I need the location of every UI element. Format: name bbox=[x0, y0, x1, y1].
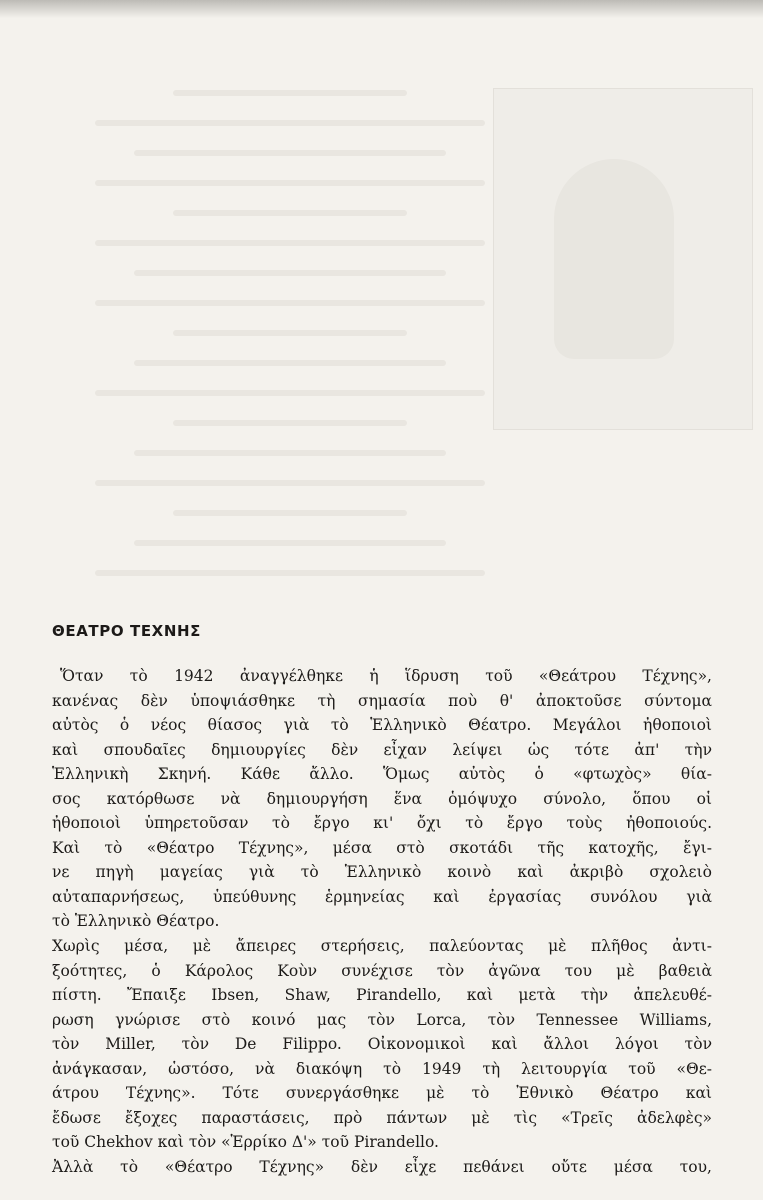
text-line: ἀνάγκασαν, ὡστόσο, νὰ διακόψη τὸ 1949 τὴ λειτουργία τοῦ «Θε- bbox=[52, 1059, 712, 1078]
text-line: ἔδωσε ἔξοχες παραστάσεις, πρὸ πάντων μὲ τὶς «Τρεῖς ἀδελφὲς» bbox=[52, 1108, 712, 1127]
body-text bbox=[52, 664, 712, 1179]
section-heading: ΘΕΑΤΡΟ ΤΕΧΝΗΣ bbox=[52, 622, 202, 640]
text-line: ρωση γνώρισε στὸ κοινό μας τὸν Lorca, τὸν Tennessee Williams, bbox=[52, 1010, 712, 1029]
text-line: Ὅταν τὸ 1942 ἀναγγέλθηκε ἡ ἵδρυση τοῦ «Θεάτρου Τέχνης», bbox=[60, 667, 712, 685]
text-line: Χωρὶς μέσα, μὲ ἄπειρες στερήσεις, παλεύοντας μὲ πλῆθος ἀντι- bbox=[52, 937, 712, 956]
text-line: τὸν Miller, τὸν De Filippo. Οἰκονομικοὶ καὶ ἄλλοι λόγοι τὸν bbox=[52, 1035, 712, 1054]
text-line: αὐταπαρνήσεως, ὑπεύθυνης ἑρμηνείας καὶ ἐργασίας συνόλου γιὰ bbox=[52, 887, 712, 906]
text-line: ξοότητες, ὁ Κάρολος Κοὺν συνέχισε τὸν ἀγῶνα του μὲ βαθειὰ bbox=[52, 961, 712, 980]
bleed-through-photo bbox=[493, 88, 753, 430]
text-line: καὶ σπουδαῖες δημιουργίες δὲν εἶχαν λείψει ὡς τότε ἀπ' τὴν bbox=[52, 740, 712, 759]
text-line: ἠθοποιοὶ ὑπηρετοῦσαν τὸ ἔργο κι' ὄχι τὸ ἔργο τοὺς ἠθοποιούς. bbox=[52, 814, 712, 833]
text-line: νε πηγὴ μαγείας γιὰ τὸ Ἑλληνικὸ κοινὸ καὶ ἀκριβὸ σχολειὸ bbox=[52, 863, 712, 882]
text-line: πίστη. Ἔπαιξε Ibsen, Shaw, Pirandello, καὶ μετὰ τὴν ἀπελευθέ- bbox=[52, 986, 712, 1005]
text-line: κανένας δὲν ὑποψιάσθηκε τὴ σημασία ποὺ θ' ἀποκτοῦσε σύντομα bbox=[52, 691, 712, 710]
text-line: Καὶ τὸ «Θέατρο Τέχνης», μέσα στὸ σκοτάδι τῆς κατοχῆς, ἔγι- bbox=[52, 838, 712, 857]
text-line: αὐτὸς ὁ νέος θίασος γιὰ τὸ Ἑλληνικὸ Θέατρο. Μεγάλοι ἠθοποιοὶ bbox=[52, 716, 712, 735]
text-line: τὸ Ἑλληνικὸ Θέατρο. bbox=[52, 912, 220, 931]
text-line: Ἑλληνικὴ Σκηνή. Κάθε ἄλλο. Ὅμως αὐτὸς ὁ «φτωχὸς» θία- bbox=[52, 765, 712, 784]
page-top-edge bbox=[0, 0, 763, 18]
text-line: άτρου Τέχνης». Τότε συνεργάσθηκε μὲ τὸ Ἐθνικὸ Θέατρο καὶ bbox=[52, 1084, 712, 1103]
bleed-through-text bbox=[95, 90, 485, 600]
text-line: Ἀλλὰ τὸ «Θέατρο Τέχνης» δὲν εἶχε πεθάνει οὔτε μέσα του, bbox=[52, 1157, 712, 1176]
text-line: σος κατόρθωσε νὰ δημιουργήση ἕνα ὁμόψυχο σύνολο, ὅπου οἱ bbox=[52, 789, 712, 808]
text-line: τοῦ Chekhov καὶ τὸν «Ἑρρίκο Δ'» τοῦ Pirandello. bbox=[52, 1133, 439, 1152]
